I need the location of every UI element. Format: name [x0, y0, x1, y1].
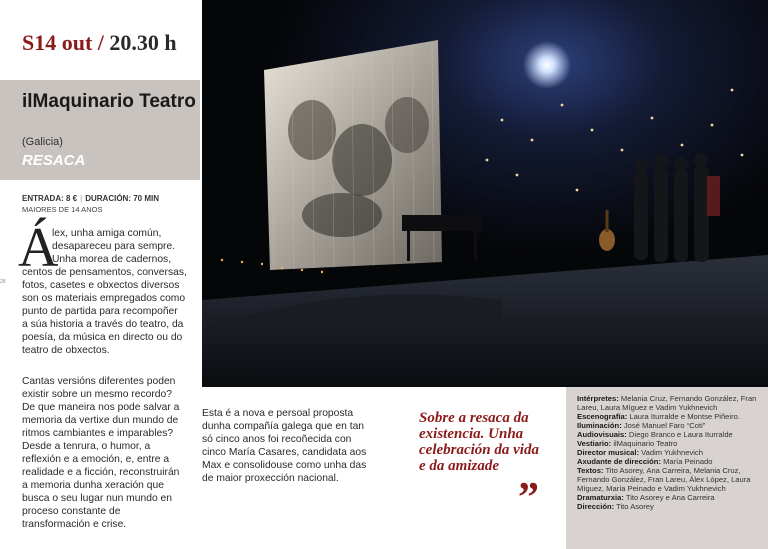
credit-role: Iluminación: — [577, 421, 622, 430]
company-paragraph — [202, 407, 382, 485]
credit-names: ilMaquinario Teatro — [613, 439, 678, 448]
credit-role: Audiovisuais: — [577, 430, 627, 439]
company-name: ilMaquinario Teatro — [22, 91, 196, 112]
credit-names: Laura Iturralde e Montse Piñeiro. — [629, 412, 740, 421]
text-line: ritmos cambiantes e imparables? — [22, 428, 174, 439]
credit-row — [577, 412, 765, 421]
date-day: S14 out — [22, 30, 93, 55]
date-separator: / — [97, 30, 104, 55]
stage-photo — [202, 0, 768, 387]
credit-names: Diego Branco e Laura Iturralde — [628, 430, 733, 439]
credit-names: Melania Cruz, Fernando González, Fran Lareu, Laura Míguez e Vadim Yukhnevich — [577, 394, 757, 412]
text-line: son os materiais empregados como — [22, 293, 186, 304]
credit-row — [577, 394, 765, 412]
credit-row — [577, 457, 765, 466]
text-line: Max e consolidouse como unha das — [202, 460, 367, 471]
quote-line: Sobre a resaca da — [419, 410, 529, 426]
credit-role: Dirección: — [577, 502, 615, 511]
info-divider: | — [80, 194, 83, 203]
text-line: Unha morea de cadernos, — [52, 254, 172, 265]
text-line: Cantas versións diferentes poden — [22, 376, 176, 387]
entry-price: ENTRADA: 8 € — [22, 194, 78, 203]
credit-row — [577, 466, 765, 493]
pull-quote — [419, 410, 569, 474]
duration: DURACIÓN: 70 MIN — [85, 194, 159, 203]
text-line: realidade e a ficción, reconstruirán — [22, 467, 180, 478]
performance-date — [22, 30, 202, 56]
credit-row — [577, 439, 765, 448]
text-line: transformación e crise. — [22, 519, 127, 530]
text-line: punto de partida para recompoñer — [22, 306, 178, 317]
text-line: fotos, casetes e obxectos diversos — [22, 280, 180, 291]
age-rating: MAIORES DE 14 ANOS — [22, 205, 103, 214]
text-line: centos de pensamentos, conversas, — [22, 267, 187, 278]
credit-row — [577, 502, 765, 511]
text-line: cinco María Casares, candidata aos — [202, 447, 367, 458]
credit-role: Vestiario: — [577, 439, 612, 448]
credit-role: Director musical: — [577, 448, 640, 457]
text-line: teatro de obxectos. — [22, 345, 110, 356]
ticket-info — [22, 194, 159, 203]
credit-names: Tito Asorey, Ana Carreira, Melania Cruz, Fernando González, Fran Lareu, Álex López, Laura Míguez, María Peinado e Vadim Yukhnevich — [577, 466, 751, 493]
credit-row — [577, 448, 765, 457]
text-line: reflexión e a emoción, e, entre a — [22, 454, 170, 465]
credit-role: Textos: — [577, 466, 604, 475]
quote-line: e da amizade — [419, 458, 499, 474]
credit-role: Intérpretes: — [577, 394, 619, 403]
text-line: lex, unha amiga común, — [52, 228, 162, 239]
text-line: a memoria dunha xeración que — [22, 480, 164, 491]
date-time: 20.30 h — [109, 30, 177, 55]
credit-names: Tito Asorey — [616, 502, 654, 511]
text-line: só cinco anos foi recoñecida con — [202, 434, 352, 445]
credit-row — [577, 430, 765, 439]
credit-role: Dramaturxia: — [577, 493, 624, 502]
quote-line: existencia. Unha — [419, 426, 524, 442]
credit-role: Escenografía: — [577, 412, 628, 421]
credit-row — [577, 421, 765, 430]
text-line: Esta é a nova e persoal proposta — [202, 408, 354, 419]
show-title: RESACA — [22, 152, 86, 169]
credit-names: María Peinado — [663, 457, 713, 466]
text-line: existir sobre un mesmo recordo? — [22, 389, 172, 400]
text-line: De que maneira nos pode salvar a — [22, 402, 180, 413]
text-line: de maior proxección nacional. — [202, 473, 339, 484]
credits-list — [577, 394, 765, 511]
drop-cap: Á — [18, 217, 59, 279]
intro-paragraph — [22, 227, 200, 357]
text-line: memoria da vertixe dun mundo de — [22, 415, 179, 426]
text-line: dunha compañía galega que en tan — [202, 421, 365, 432]
text-line: a súa historia a través do teatro, da — [22, 319, 184, 330]
credit-names: Tito Asorey e Ana Carreira — [625, 493, 715, 502]
text-line: poesía, da música en directo ou do — [22, 332, 183, 343]
credit-names: Vadim Yukhnevich — [641, 448, 703, 457]
text-line: proceso constante de — [22, 506, 121, 517]
credit-row — [577, 493, 765, 502]
company-region: (Galicia) — [22, 136, 63, 148]
text-line: Desde a tenrura, o humor, a — [22, 441, 151, 452]
page-number: 28 — [0, 279, 6, 285]
questions-paragraph — [22, 375, 202, 531]
quote-mark: ” — [518, 475, 539, 521]
credit-names: José Manuel Faro “Coti” — [623, 421, 706, 430]
quote-line: celebración da vida — [419, 442, 539, 458]
stage-photo-illustration — [202, 0, 768, 387]
text-line: desapareceu para sempre. — [52, 241, 176, 252]
text-line: busca o seu lugar nun mundo en — [22, 493, 172, 504]
credit-role: Axudante de dirección: — [577, 457, 661, 466]
